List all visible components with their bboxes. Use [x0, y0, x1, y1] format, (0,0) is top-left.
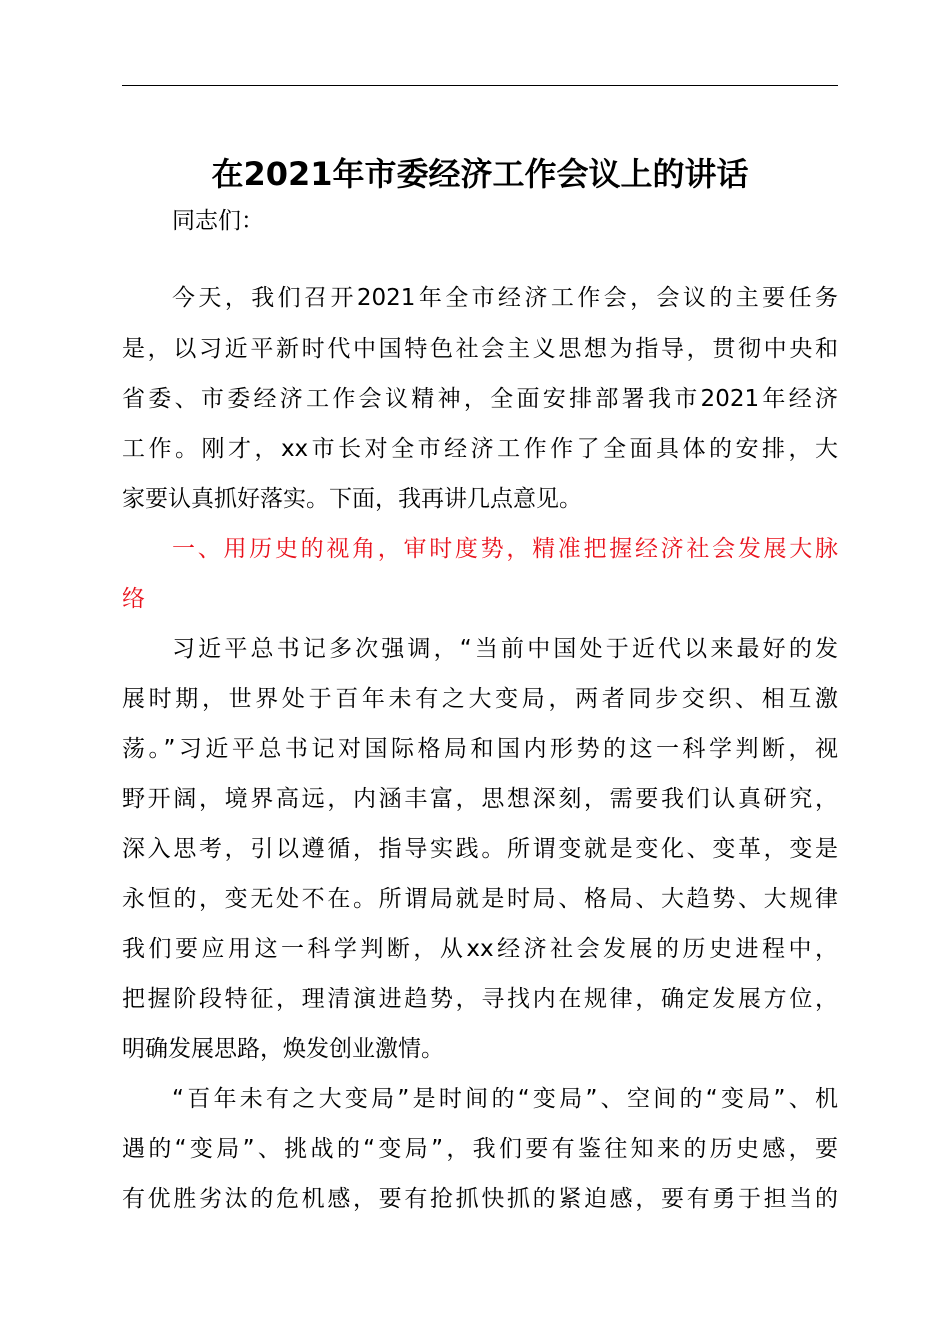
paragraph-line: 遇的“变局”、挑战的“变局”，我们要有鉴往知来的历史感，要	[122, 1136, 838, 1162]
paragraph-line: 家要认真抓好落实。下面，我再讲几点意见。	[122, 486, 582, 512]
paragraph-line: 我们要应用这一科学判断，从xx经济社会发展的历史进程中，	[122, 936, 838, 962]
salutation: 同志们：	[172, 208, 264, 234]
paragraph-line: 深入思考，引以遵循，指导实践。所谓变就是变化、变革，变是	[122, 836, 838, 862]
paragraph-line: 永恒的，变无处不在。所谓局就是时局、格局、大趋势、大规律	[122, 886, 838, 912]
paragraph-line: 把握阶段特征，理清演进趋势，寻找内在规律，确定发展方位，	[122, 986, 838, 1012]
paragraph-line: 野开阔，境界高远，内涵丰富，思想深刻，需要我们认真研究，	[122, 786, 838, 812]
section-heading: 一、用历史的视角，审时度势，精准把握经济社会发展大脉	[172, 536, 838, 562]
paragraph-line: 是，以习近平新时代中国特色社会主义思想为指导，贯彻中央和	[122, 336, 838, 362]
header-rule	[122, 85, 838, 86]
paragraph-line: “百年未有之大变局”是时间的“变局”、空间的“变局”、机	[172, 1086, 838, 1112]
paragraph-line: 明确发展思路，焕发创业激情。	[122, 1036, 444, 1062]
paragraph-line: 今天，我们召开2021年全市经济工作会，会议的主要任务	[172, 285, 838, 311]
paragraph-line: 工作。刚才，xx市长对全市经济工作作了全面具体的安排，大	[122, 436, 838, 462]
paragraph-line: 习近平总书记多次强调，“当前中国处于近代以来最好的发	[172, 636, 838, 662]
section-heading-continued: 络	[122, 586, 145, 612]
paragraph-line: 荡。”习近平总书记对国际格局和国内形势的这一科学判断，视	[122, 736, 838, 762]
document-title: 在2021年市委经济工作会议上的讲话	[211, 155, 749, 193]
paragraph-line: 省委、市委经济工作会议精神，全面安排部署我市2021年经济	[122, 386, 838, 412]
paragraph-line: 有优胜劣汰的危机感，要有抢抓快抓的紧迫感，要有勇于担当的	[122, 1186, 838, 1212]
paragraph-line: 展时期，世界处于百年未有之大变局，两者同步交织、相互激	[122, 686, 838, 712]
